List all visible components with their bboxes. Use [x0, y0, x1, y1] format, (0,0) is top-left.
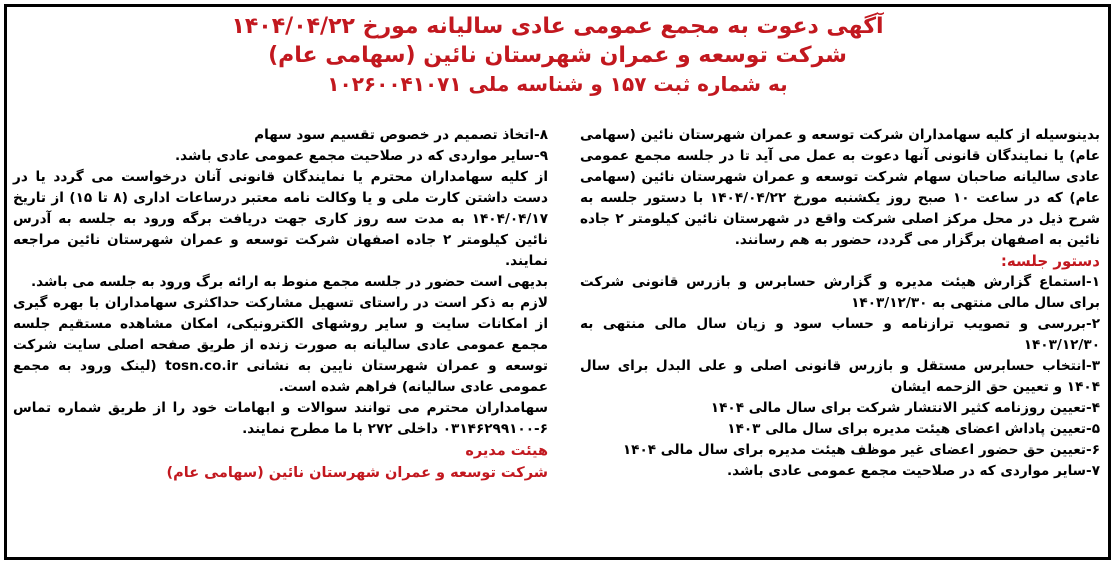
intro-paragraph: بدینوسیله از کلیه سهامداران شرکت توسعه و عمران شهرستان نائین (سهامی عام) یا نمایندگان قانونی آنها دعوت به عمل می آید تا در جلسه مجمع عمومی عادی سالیانه صاحبان سهام شرکت توسعه و عمران شهرستان نائین (سهامی عام) که در ساعت ۱۰ صبح روز یکشنبه مورخ ۱۴۰۴/۰۴/۲۲ با دستور جلسه به شرح ذیل در محل مرکز اصلی شرکت واقع در شهرستان نائین کیلومتر ۲ جاده نائین به اصفهان برگزار می گردد، حضور به هم رسانند.: [580, 127, 1100, 248]
agenda-item: ۳-انتخاب حسابرس مستقل و بازرس قانونی اصلی و علی البدل برای سال ۱۴۰۴ و تعیین حق الزحمه ایشان: [580, 358, 1100, 395]
contact-paragraph: سهامداران محترم می توانند سوالات و ابهامات خود را از طریق شماره تماس ۶-۰۳۱۴۶۲۹۹۱۰۰ داخلی ۲۷۲ با ما مطرح نمایند.: [13, 400, 548, 437]
company-name-title: شرکت توسعه و عمران شهرستان نائین (سهامی عام): [268, 43, 847, 68]
left-column: [13, 125, 548, 484]
agenda-item: ۲-بررسی و تصویب ترازنامه و حساب سود و زیان سال مالی منتهی به ۱۴۰۳/۱۲/۳۰: [580, 316, 1100, 353]
right-column: [580, 125, 1100, 482]
company-signature: شرکت توسعه و عمران شهرستان نائین (سهامی عام): [166, 465, 548, 481]
announcement-header: [7, 13, 1108, 98]
attendance-paragraph: از کلیه سهامداران محترم یا نمایندگان قانونی آنان درخواست می گردد یا در دست داشتن کارت ملی و یا وکالت نامه معتبر درساعات اداری (۸ تا ۱۵) از تاریخ ۱۴۰۴/۰۴/۱۷ به مدت سه روز کاری جهت دریافت برگه ورود به جلسه به آدرس نائین کیلومتر ۲ جاده اصفهان شرکت توسعه و عمران شهرستان نائین مراجعه نمایند.: [13, 169, 548, 269]
announcement-frame: [4, 4, 1111, 560]
agenda-item: ۵-تعیین پاداش اعضای هیئت مدیره برای سال مالی ۱۴۰۳: [727, 421, 1100, 437]
agenda-item: ۸-اتخاذ تصمیم در خصوص تقسیم سود سهام: [254, 127, 548, 143]
agenda-title: دستور جلسه:: [1000, 252, 1100, 270]
registration-info: به شماره ثبت ۱۵۷ و شناسه ملی ۱۰۲۶۰۰۴۱۰۷۱: [327, 72, 788, 96]
agenda-item: ۹-سایر مواردی که در صلاحیت مجمع عمومی عادی باشد.: [175, 148, 548, 164]
agenda-item: ۶-تعیین حق حضور اعضای غیر موظف هیئت مدیره برای سال مالی ۱۴۰۴: [622, 442, 1100, 458]
board-signature: هیئت مدیره: [465, 443, 548, 459]
agenda-item: ۱-استماع گزارش هیئت مدیره و گزارش حسابرس و بازرس قانونی شرکت برای سال مالی منتهی به ۱۴۰۳/۱۲/۳۰: [580, 274, 1100, 311]
agenda-item: ۴-تعیین روزنامه کثیر الانتشار شرکت برای سال مالی ۱۴۰۴: [710, 400, 1100, 416]
announcement-title: آگهی دعوت به مجمع عمومی عادی سالیانه مورخ ۱۴۰۴/۰۴/۲۲: [231, 14, 884, 39]
agenda-item: ۷-سایر مواردی که در صلاحیت مجمع عمومی عادی باشد.: [727, 463, 1100, 479]
entry-requirement-paragraph: بدیهی است حضور در جلسه مجمع منوط به ارائه برگ ورود به جلسه می باشد.: [30, 274, 548, 290]
online-broadcast-paragraph: لازم به ذکر است در راستای تسهیل مشارکت حداکثری سهامداران با بهره گیری از امکانات سایت و سایر روشهای الکترونیکی، امکان مشاهده مستقیم جلسه مجمع عمومی عادی سالیانه به صورت زنده از طریق صفحه اصلی سایت شرکت توسعه و عمران شهرستان نایین به نشانی tosn.co.ir (لینک ورود به مجمع عمومی عادی سالیانه) فراهم شده است.: [13, 295, 548, 395]
